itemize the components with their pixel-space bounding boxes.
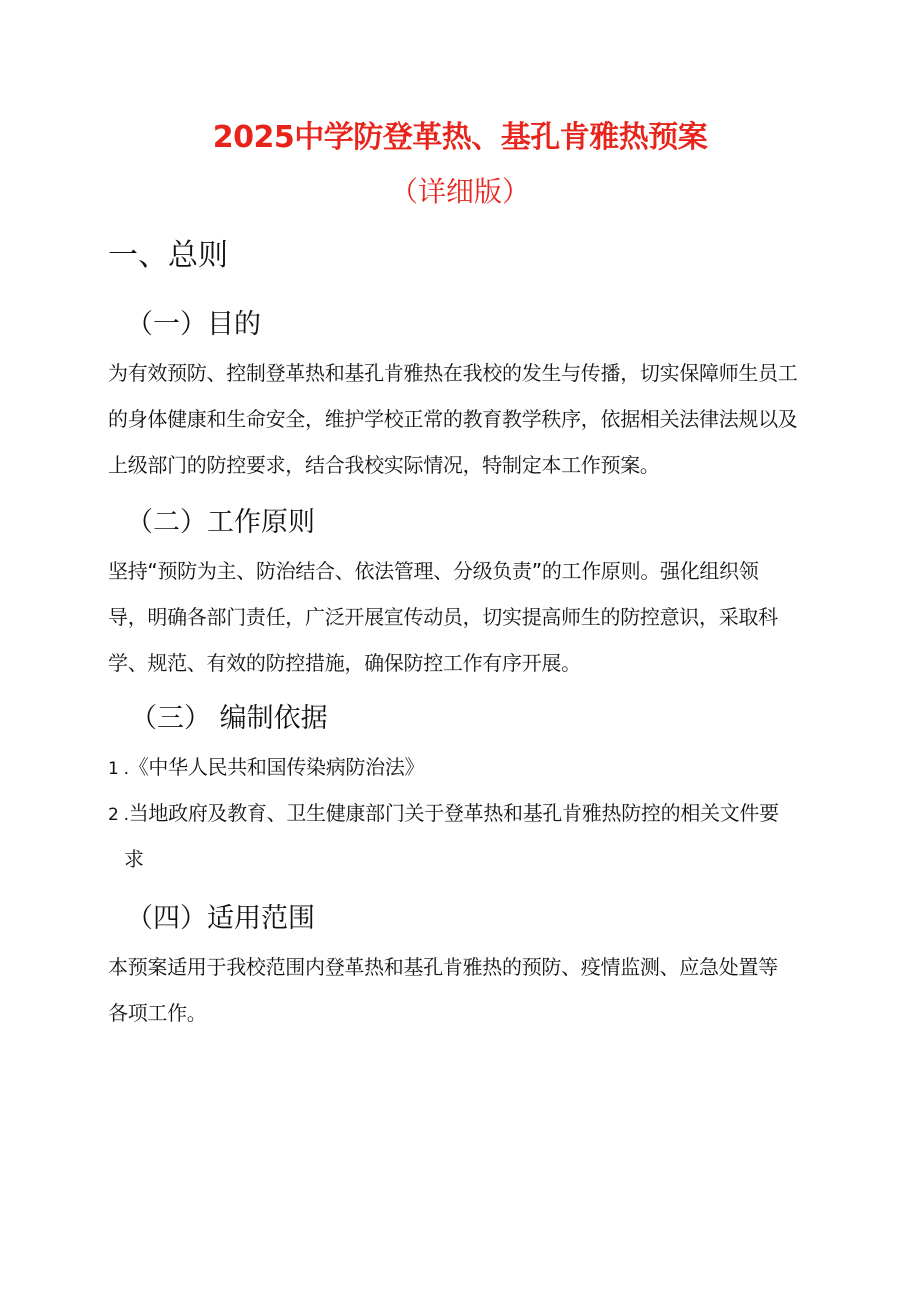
document-title: 2025中学防登革热、基孔肯雅热预案 — [212, 120, 708, 155]
paragraph-purpose — [108, 350, 808, 488]
paragraph-line: 学、规范、有效的防控措施，确保防控工作有序开展。 — [108, 651, 581, 675]
subsection-heading-basis: （三） 编制依据 — [130, 703, 328, 734]
paragraph-scope — [108, 944, 808, 1036]
paragraph-line: 导，明确各部门责任，广泛开展宣传动员，切实提高师生的防控意识，采取科 — [108, 605, 778, 629]
subsection-heading-principles: （二）工作原则 — [126, 507, 315, 538]
list-item — [108, 744, 424, 792]
subsection-heading-purpose: （一）目的 — [126, 309, 261, 340]
paragraph-line: 的身体健康和生命安全，维护学校正常的教育教学秩序，依据相关法律法规以及 — [108, 407, 798, 431]
paragraph-principles — [108, 548, 808, 686]
paragraph-line: 为有效预防、控制登革热和基孔肯雅热在我校的发生与传播，切实保障师生员工 — [108, 361, 798, 385]
document-subtitle: （详细版） — [389, 175, 530, 208]
list-text-continuation: 求 — [124, 847, 144, 871]
subsection-heading-scope: （四）适用范围 — [126, 903, 315, 934]
paragraph-line: 上级部门的防控要求，结合我校实际情况，特制定本工作预案。 — [108, 453, 660, 477]
list-number: 1 . — [108, 759, 129, 779]
section-heading-general: 一、总则 — [108, 238, 228, 273]
list-number: 2 . — [108, 805, 129, 825]
paragraph-line: 坚持“预防为主、防治结合、依法管理、分级负责”的工作原则。强化组织领 — [108, 559, 759, 583]
list-text: 当地政府及教育、卫生健康部门关于登革热和基孔肯雅热防控的相关文件要 — [128, 801, 779, 825]
paragraph-line: 本预案适用于我校范围内登革热和基孔肯雅热的预防、疫情监测、应急处置等 — [108, 955, 778, 979]
list-text: 《中华人民共和国传染病防治法》 — [128, 755, 425, 779]
list-item — [108, 790, 779, 838]
paragraph-line: 各项工作。 — [108, 1001, 207, 1025]
